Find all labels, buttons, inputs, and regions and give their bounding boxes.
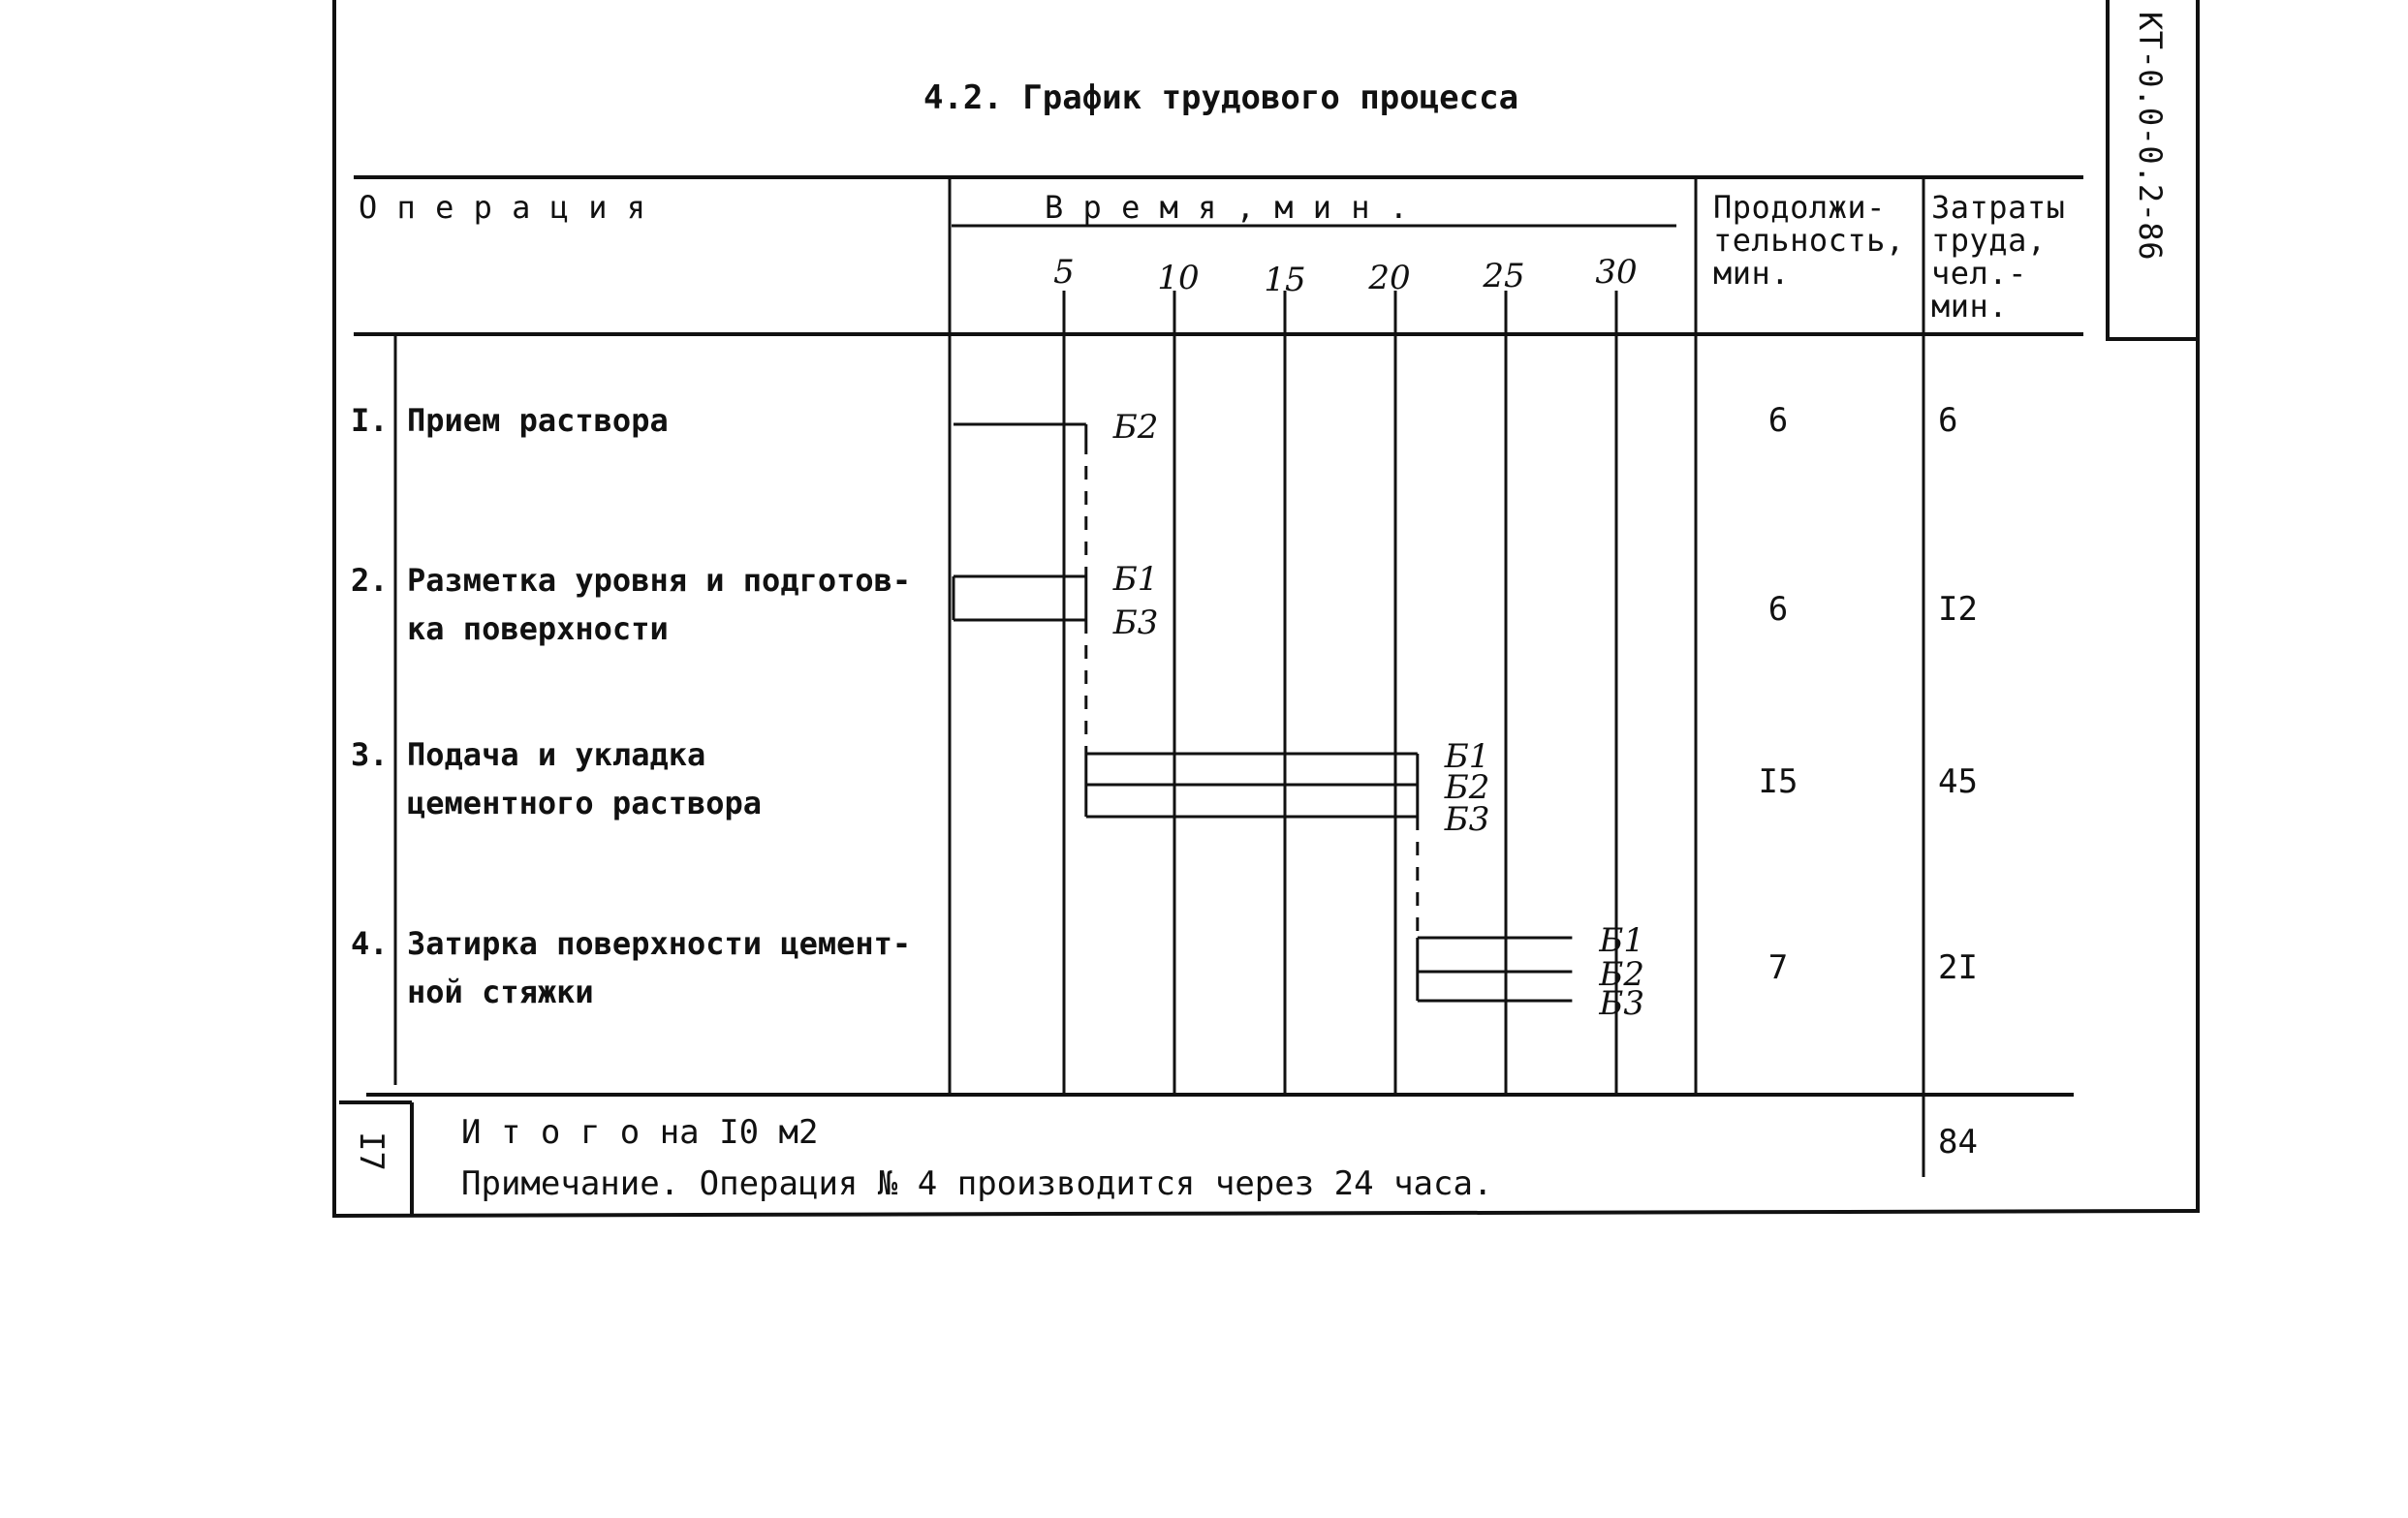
operation-name: ка поверхности	[407, 610, 669, 647]
operation-header: О п е р а ц и я	[359, 189, 646, 226]
time-tick-label: 10	[1157, 259, 1200, 297]
crew-label: Б1	[1112, 560, 1159, 599]
duration-header	[1713, 189, 1905, 292]
duration-value: 7	[1767, 948, 1789, 987]
page-frame	[334, 0, 2200, 1218]
operation-name: цементного раствора	[407, 785, 763, 821]
time-tick-label: 5	[1053, 253, 1075, 292]
duration-value: I5	[1758, 762, 1798, 801]
operation-name: Прием раствора	[407, 402, 669, 439]
row-number: I.	[351, 402, 389, 439]
time-tick-label: 15	[1264, 261, 1306, 299]
time-header: В р е м я , м и н .	[1045, 189, 1409, 226]
labor-header-line: чел.-	[1931, 255, 2027, 292]
operation-row	[351, 562, 1978, 647]
crew-label: Б3	[1444, 800, 1490, 839]
crew-label: Б2	[1599, 955, 1645, 994]
operation-name: Подача и укладка	[407, 736, 706, 773]
crew-label: Б2	[1444, 768, 1490, 807]
duration-value: 6	[1767, 590, 1789, 629]
crew-label: Б3	[1599, 984, 1645, 1023]
total-value: 84	[1938, 1123, 1978, 1162]
crew-label: Б2	[1112, 408, 1159, 447]
operation-name: Разметка уровня и подготов-	[407, 562, 912, 599]
schedule-table	[354, 177, 2083, 1177]
duration-value: 6	[1767, 401, 1789, 440]
labor-value: 45	[1938, 762, 1978, 801]
crew-label: Б1	[1444, 737, 1490, 776]
row-number: 2.	[351, 562, 389, 599]
operation-name: ной стяжки	[407, 974, 594, 1010]
note: Примечание. Операция № 4 производится через 24 часа.	[461, 1164, 1493, 1203]
operation-name: Затирка поверхности цемент-	[407, 925, 912, 962]
time-axis	[1053, 253, 1637, 1095]
time-tick-label: 25	[1483, 257, 1525, 295]
labor-header-line: труда,	[1931, 222, 2047, 259]
row-number: 3.	[351, 736, 389, 773]
frame-bottom-line	[334, 1211, 2200, 1216]
labor-header-line: мин.	[1931, 288, 2009, 325]
doc-code: КТ-0.0-0.2-86	[2132, 12, 2169, 261]
page-number-box	[339, 1102, 412, 1216]
crew-label: Б3	[1112, 604, 1159, 642]
duration-header-line: Продолжи-	[1713, 189, 1886, 226]
duration-header-line: тельность,	[1713, 222, 1905, 259]
page-number: I7	[352, 1131, 391, 1171]
time-tick-label: 20	[1368, 259, 1411, 297]
total-label: И т о г о на I0 м2	[461, 1113, 819, 1152]
operation-row	[351, 925, 1978, 1010]
row-number: 4.	[351, 925, 389, 962]
time-tick-label: 30	[1595, 253, 1638, 292]
operation-row	[351, 736, 1978, 821]
gantt-bars	[954, 408, 1644, 1023]
page-title: 4.2. График трудового процесса	[923, 78, 1519, 117]
labor-value: I2	[1938, 590, 1978, 629]
doc-code-stamp	[2108, 0, 2198, 341]
duration-header-line: мин.	[1713, 255, 1791, 292]
labor-value: 2I	[1938, 948, 1978, 987]
labor-value: 6	[1938, 401, 1958, 440]
crew-label: Б1	[1599, 921, 1645, 960]
labor-header-line: Затраты	[1931, 189, 2066, 226]
operation-rows	[351, 401, 1978, 1010]
labor-header	[1931, 189, 2065, 325]
